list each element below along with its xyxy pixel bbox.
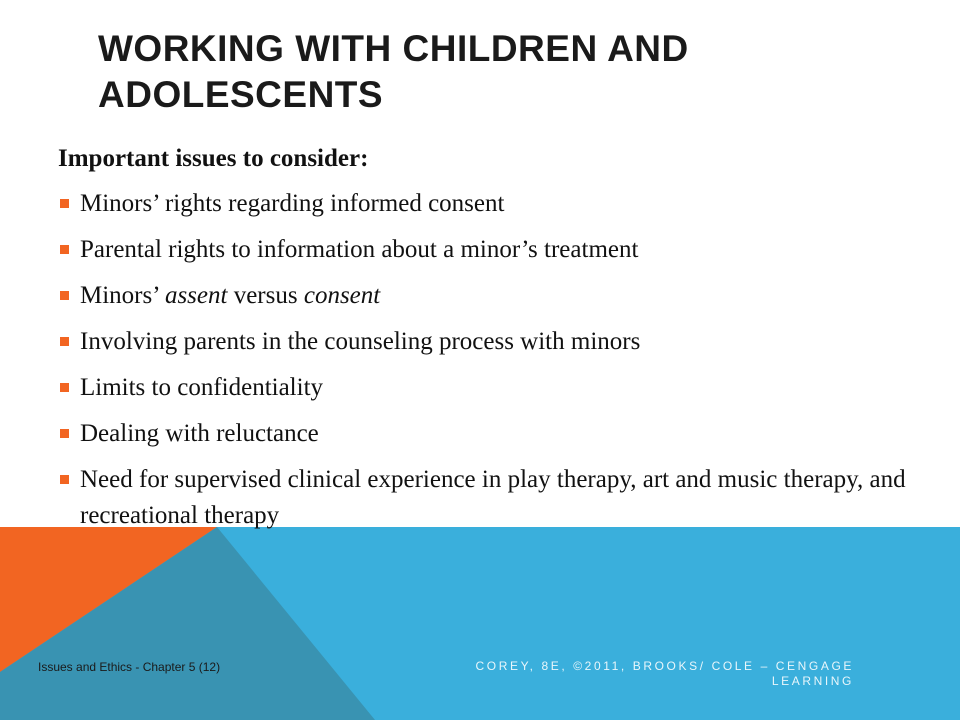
square-bullet-icon: [60, 199, 69, 208]
bullet-item: [58, 324, 918, 360]
bullet-text: Minors’ rights regarding informed consent: [80, 190, 505, 217]
square-bullet-icon: [60, 383, 69, 392]
bullet-text: Limits to confidentiality: [80, 374, 324, 401]
square-bullet-icon: [60, 475, 69, 484]
bullet-item: [58, 370, 918, 406]
square-bullet-icon: [60, 291, 69, 300]
bullet-item: [58, 232, 918, 268]
intro-text: Important issues to consider:: [58, 145, 369, 172]
bullet-item: [58, 278, 918, 314]
bullet-text: Parental rights to information about a minor’s treatment: [80, 236, 639, 263]
bullet-text: Dealing with reluctance: [80, 420, 319, 447]
square-bullet-icon: [60, 337, 69, 346]
square-bullet-icon: [60, 245, 69, 254]
bullet-item: [58, 416, 918, 452]
slide-body: [58, 140, 918, 544]
footer-chapter-label: Issues and Ethics - Chapter 5 (12): [38, 660, 221, 674]
bullet-text: Minors’ assent versus consent: [80, 282, 381, 309]
footer-copyright: COREY, 8E, ©2011, BROOKS/ COLE – CENGAGE LEARNING: [475, 659, 854, 688]
bullet-text: Involving parents in the counseling process with minors: [80, 328, 641, 355]
slide-title: WORKING WITH CHILDREN AND ADOLESCENTS: [98, 28, 689, 115]
bullet-list: [58, 186, 918, 534]
square-bullet-icon: [60, 429, 69, 438]
bullet-item: [58, 186, 918, 222]
bullet-item: [58, 462, 918, 534]
bullet-text: Need for supervised clinical experience in play therapy, art and music therapy, and recreational therapy: [80, 466, 906, 529]
